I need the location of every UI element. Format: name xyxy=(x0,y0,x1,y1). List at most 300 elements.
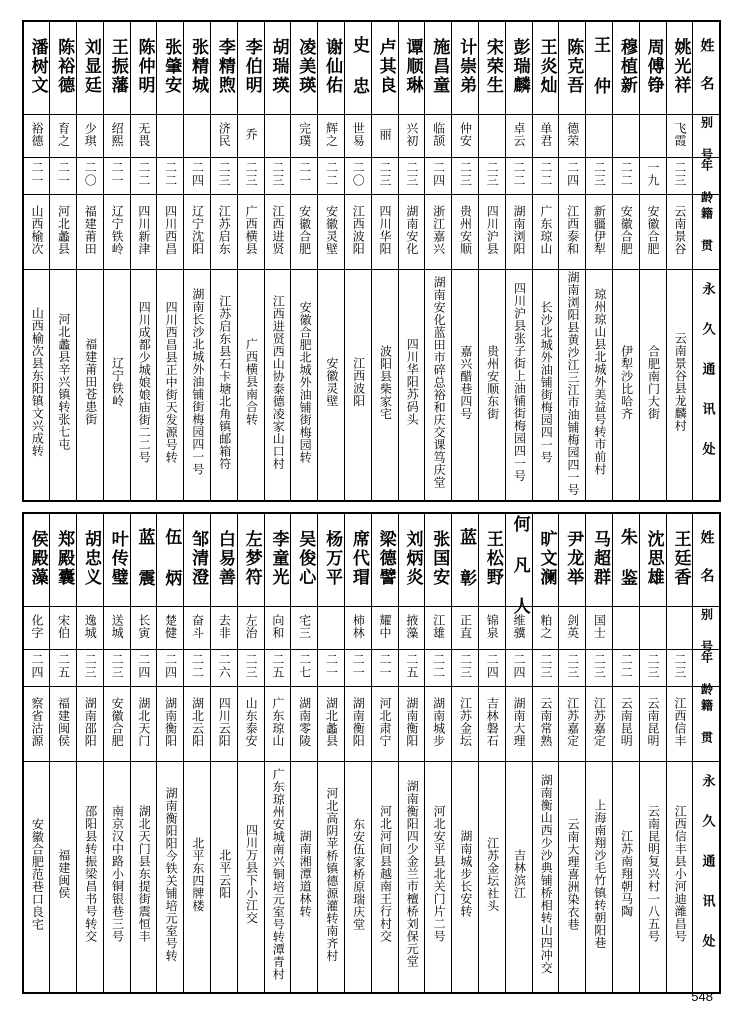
name-cell xyxy=(157,513,184,607)
age-cell xyxy=(613,158,640,195)
name-row xyxy=(23,513,720,607)
address-text: 湖南衡阳阳今铁关铺培元室号转 xyxy=(164,786,179,962)
origin-cell xyxy=(157,687,184,762)
age-cell xyxy=(371,158,398,195)
name-text: 卢其良 xyxy=(375,37,396,95)
name-text: 凌美瑛 xyxy=(295,37,316,95)
alias-cell xyxy=(318,607,345,650)
name-cell xyxy=(50,513,77,607)
name-cell xyxy=(586,513,613,607)
address-cell xyxy=(345,270,372,502)
age-cell xyxy=(505,650,532,687)
origin-text: 云南景谷 xyxy=(672,205,687,255)
alias-cell xyxy=(371,115,398,158)
age-text: 二三 xyxy=(378,161,393,187)
alias-text: 正直 xyxy=(458,613,473,639)
origin-text: 云南常熟 xyxy=(538,697,553,747)
origin-cell xyxy=(345,687,372,762)
address-text: 邵阳县转振梁昌书号转交 xyxy=(83,805,98,943)
age-cell xyxy=(586,650,613,687)
age-cell xyxy=(559,650,586,687)
address-cell xyxy=(452,270,479,502)
alias-cell xyxy=(559,115,586,158)
address-text: 东安伍家桥原瑞庆堂 xyxy=(351,817,366,931)
age-text: 二四 xyxy=(512,653,527,679)
name-cell xyxy=(559,513,586,607)
age-cell xyxy=(77,650,104,687)
age-text: 二六 xyxy=(217,653,232,679)
age-cell xyxy=(586,158,613,195)
address-text: 湖南浏阳县黄沙江三江市油铺梅园四一号 xyxy=(566,271,581,496)
alias-text: 单君 xyxy=(538,121,553,147)
name-cell xyxy=(291,21,318,115)
alias-text: 卓云 xyxy=(512,121,527,147)
origin-cell xyxy=(639,195,666,270)
name-text: 彭瑞麟 xyxy=(509,37,530,95)
age-cell xyxy=(532,650,559,687)
age-text: 二三 xyxy=(83,653,98,679)
alias-cell xyxy=(613,607,640,650)
age-text: 二三 xyxy=(217,161,232,187)
name-cell xyxy=(371,21,398,115)
address-cell xyxy=(184,270,211,502)
name-cell xyxy=(291,513,318,607)
address-cell xyxy=(371,762,398,994)
alias-cell xyxy=(425,607,452,650)
address-cell xyxy=(211,270,238,502)
alias-cell xyxy=(237,607,264,650)
age-cell xyxy=(479,158,506,195)
origin-text: 湖南衡阳 xyxy=(351,697,366,747)
age-cell xyxy=(23,650,50,687)
origin-row xyxy=(23,195,720,270)
origin-text: 安徽合肥 xyxy=(110,697,125,747)
age-cell xyxy=(130,650,157,687)
name-text: 周傅铮 xyxy=(643,37,664,95)
alias-cell xyxy=(586,607,613,650)
address-cell xyxy=(371,270,398,502)
origin-text: 安徽合肥 xyxy=(619,205,634,255)
origin-text: 四川新津 xyxy=(136,205,151,255)
name-cell xyxy=(398,21,425,115)
name-cell xyxy=(452,21,479,115)
column-header-name-text: 姓 名 xyxy=(698,530,715,586)
alias-text: 仲安 xyxy=(458,121,473,147)
address-text: 云南景谷县龙麟村 xyxy=(673,332,688,432)
address-text: 贵州安顺东街 xyxy=(485,344,500,420)
origin-text: 安徽合肥 xyxy=(646,205,661,255)
address-cell xyxy=(103,762,130,994)
roster-table-top-body xyxy=(23,21,720,501)
alias-text: 国士 xyxy=(592,613,607,639)
age-text: 二五 xyxy=(404,653,419,679)
alias-cell xyxy=(452,115,479,158)
address-text: 江西进贤西山协泰德凌家山口村 xyxy=(271,294,286,470)
address-text: 山西榆次县东阳镇文兴成转 xyxy=(30,307,45,457)
alias-text: 粕之 xyxy=(538,613,553,639)
alias-cell xyxy=(291,115,318,158)
name-cell xyxy=(425,21,452,115)
alias-text: 奋斗 xyxy=(190,613,205,639)
age-text: 二四 xyxy=(163,653,178,679)
address-text: 上海南翔沙毛竹镇转朝阳巷 xyxy=(592,799,607,949)
alias-text: 送城 xyxy=(110,613,125,639)
name-text: 蓝 震 xyxy=(134,528,155,588)
name-cell xyxy=(505,513,532,616)
age-cell xyxy=(50,158,77,195)
name-cell xyxy=(23,513,50,607)
age-cell xyxy=(130,158,157,195)
name-cell xyxy=(211,21,238,115)
origin-text: 湖南衡阳 xyxy=(163,697,178,747)
age-cell xyxy=(264,158,291,195)
origin-text: 四川云阳 xyxy=(217,697,232,747)
address-text: 湖南衡山西少沙典铺桥相转山四冲交 xyxy=(539,774,554,974)
name-row xyxy=(23,21,720,115)
origin-text: 浙江嘉兴 xyxy=(431,205,446,255)
name-text: 李伯明 xyxy=(241,37,262,95)
name-cell xyxy=(532,513,559,607)
address-text: 湖南长沙北城外油铺街梅园四一号 xyxy=(190,288,205,476)
name-text: 伍 炳 xyxy=(161,528,182,588)
name-cell xyxy=(613,21,640,115)
origin-cell xyxy=(318,687,345,762)
age-cell xyxy=(50,650,77,687)
address-cell xyxy=(157,762,184,994)
name-cell xyxy=(157,21,184,115)
address-cell xyxy=(157,270,184,502)
name-cell xyxy=(318,21,345,115)
alias-row xyxy=(23,115,720,158)
name-text: 李精煦 xyxy=(214,37,235,95)
address-cell xyxy=(505,762,532,994)
roster-table-bottom xyxy=(22,512,721,994)
address-text: 安徽灵壁 xyxy=(324,357,339,407)
name-text: 蓝 彰 xyxy=(456,528,477,588)
address-cell xyxy=(237,270,264,502)
address-text: 湖南衡阳四少金兰市檀桥刘保元堂 xyxy=(405,780,420,968)
name-text: 席代瑁 xyxy=(348,529,369,587)
origin-cell xyxy=(237,195,264,270)
name-cell xyxy=(371,513,398,607)
name-text: 王廷香 xyxy=(670,529,691,587)
address-text: 伊犁沙比哈齐 xyxy=(619,344,634,420)
origin-cell xyxy=(130,195,157,270)
alias-cell xyxy=(237,115,264,158)
origin-text: 江苏嘉定 xyxy=(592,697,607,747)
alias-text: 辉之 xyxy=(324,121,339,147)
origin-cell xyxy=(103,687,130,762)
name-cell xyxy=(639,513,666,607)
alias-cell xyxy=(23,607,50,650)
address-row xyxy=(23,762,720,994)
origin-cell xyxy=(264,195,291,270)
origin-cell xyxy=(157,195,184,270)
address-cell xyxy=(291,270,318,502)
origin-cell xyxy=(666,195,693,270)
age-cell xyxy=(157,158,184,195)
origin-cell xyxy=(398,687,425,762)
name-cell xyxy=(184,21,211,115)
alias-cell xyxy=(130,607,157,650)
alias-cell xyxy=(532,607,559,650)
address-cell xyxy=(398,270,425,502)
address-cell xyxy=(479,762,506,994)
address-text: 福建闽侯 xyxy=(56,849,71,899)
origin-text: 四川华阳 xyxy=(378,205,393,255)
origin-cell xyxy=(559,195,586,270)
origin-text: 湖南邵阳 xyxy=(83,697,98,747)
address-cell xyxy=(479,270,506,502)
origin-text: 辽宁铁岭 xyxy=(110,205,125,255)
origin-cell xyxy=(184,195,211,270)
origin-text: 福建莆田 xyxy=(83,205,98,255)
alias-cell xyxy=(50,607,77,650)
age-cell xyxy=(398,158,425,195)
origin-cell xyxy=(639,687,666,762)
address-text: 四川西昌县正中街天发源号转 xyxy=(164,300,179,464)
address-text: 合肥南门大街 xyxy=(646,344,661,420)
alias-cell xyxy=(479,115,506,158)
column-header-origin xyxy=(693,195,720,270)
name-text: 邹清澄 xyxy=(188,529,209,587)
column-header-alias-text: 别 号 xyxy=(699,608,714,655)
address-text: 湖北天门县东提街震恒丰 xyxy=(137,805,152,943)
name-text: 计崇弟 xyxy=(456,37,477,95)
column-header-age-text: 年 龄 xyxy=(699,651,714,698)
name-text: 谭顺琳 xyxy=(402,37,423,95)
alias-cell xyxy=(184,607,211,650)
name-cell xyxy=(345,513,372,607)
column-header-origin-text: 籍 贯 xyxy=(699,698,714,746)
origin-cell xyxy=(479,687,506,762)
address-text: 江西波阳 xyxy=(351,357,366,407)
alias-cell xyxy=(23,115,50,158)
alias-cell xyxy=(666,607,693,650)
column-header-age xyxy=(693,650,720,698)
age-text: 二三 xyxy=(244,161,259,187)
origin-cell xyxy=(237,687,264,762)
column-header-address xyxy=(693,762,720,994)
age-cell xyxy=(345,650,372,687)
age-text: 二一 xyxy=(378,653,393,679)
age-cell xyxy=(452,158,479,195)
origin-cell xyxy=(613,195,640,270)
alias-text: 向和 xyxy=(270,613,285,639)
name-cell xyxy=(666,513,693,607)
address-text: 湖南城步长安转 xyxy=(458,830,473,918)
age-text: 二二 xyxy=(619,653,634,679)
name-cell xyxy=(211,513,238,607)
name-cell xyxy=(77,513,104,607)
age-cell xyxy=(318,158,345,195)
name-cell xyxy=(318,513,345,607)
address-row xyxy=(23,270,720,502)
age-text: 二三 xyxy=(404,161,419,187)
age-cell xyxy=(211,650,238,687)
origin-cell xyxy=(23,687,50,762)
name-cell xyxy=(586,21,613,115)
alias-cell xyxy=(613,115,640,158)
age-cell xyxy=(157,650,184,687)
address-cell xyxy=(452,762,479,994)
name-cell xyxy=(237,513,264,607)
address-text: 四川成都少城娘娘庙街二二号 xyxy=(137,300,152,464)
address-text: 河北高阴苹桥镇德源灌转南齐村 xyxy=(324,786,339,962)
origin-cell xyxy=(371,195,398,270)
name-text: 刘显廷 xyxy=(80,37,101,95)
origin-text: 湖南零陵 xyxy=(297,697,312,747)
age-cell xyxy=(103,650,130,687)
name-cell xyxy=(532,21,559,115)
name-text: 马超群 xyxy=(590,529,611,587)
address-cell xyxy=(77,270,104,502)
alias-text: 剑英 xyxy=(565,613,580,639)
origin-cell xyxy=(425,195,452,270)
origin-text: 安徽合肥 xyxy=(297,205,312,255)
name-text: 何 凡 人 xyxy=(509,515,530,616)
alias-cell xyxy=(318,115,345,158)
alias-text: 世易 xyxy=(351,121,366,147)
name-text: 尹龙举 xyxy=(563,529,584,587)
alias-cell xyxy=(559,607,586,650)
origin-cell xyxy=(666,687,693,762)
address-text: 广东琼州安城南兴铜培元室号转潭青村 xyxy=(271,767,286,981)
origin-text: 湖南城步 xyxy=(431,697,446,747)
address-text: 辽宁铁岭 xyxy=(110,357,125,407)
origin-text: 广东琼山 xyxy=(538,205,553,255)
alias-text: 江雄 xyxy=(431,613,446,639)
origin-cell xyxy=(50,687,77,762)
origin-cell xyxy=(345,195,372,270)
age-text: 二二 xyxy=(431,653,446,679)
name-cell xyxy=(103,513,130,607)
origin-text: 察省沽源 xyxy=(29,697,44,747)
address-cell xyxy=(559,270,586,502)
origin-cell xyxy=(505,195,532,270)
age-text: 二一 xyxy=(351,653,366,679)
origin-text: 广西横县 xyxy=(244,205,259,255)
address-text: 广西横县南合转 xyxy=(244,338,259,426)
name-cell xyxy=(130,21,157,115)
age-cell xyxy=(425,158,452,195)
address-cell xyxy=(613,762,640,994)
origin-text: 河北蠡县 xyxy=(56,205,71,255)
age-text: 二〇 xyxy=(83,161,98,187)
origin-text: 安徽灵壁 xyxy=(324,205,339,255)
address-cell xyxy=(264,270,291,502)
name-cell xyxy=(184,513,211,607)
alias-cell xyxy=(103,115,130,158)
address-cell xyxy=(23,270,50,502)
age-cell xyxy=(398,650,425,687)
column-header-name xyxy=(693,513,720,607)
alias-text: 逸城 xyxy=(83,613,98,639)
name-text: 宋荣生 xyxy=(482,37,503,95)
column-header-address-text: 永 久 通 讯 处 xyxy=(699,773,715,953)
column-header-address xyxy=(693,270,720,502)
alias-text: 宅三 xyxy=(297,613,312,639)
origin-text: 湖南衡阳 xyxy=(404,697,419,747)
age-cell xyxy=(211,158,238,195)
name-cell xyxy=(398,513,425,607)
origin-cell xyxy=(291,687,318,762)
address-text: 河北安平县北关门片二号 xyxy=(432,805,447,943)
age-cell xyxy=(291,158,318,195)
origin-cell xyxy=(103,195,130,270)
age-cell xyxy=(639,158,666,195)
name-cell xyxy=(264,513,291,607)
name-text: 朱 鉴 xyxy=(616,528,637,588)
address-cell xyxy=(345,762,372,994)
age-cell xyxy=(532,158,559,195)
address-text: 波阳县柴家宅 xyxy=(378,344,393,420)
origin-cell xyxy=(505,687,532,762)
name-cell xyxy=(479,21,506,115)
name-text: 王炎灿 xyxy=(536,37,557,95)
name-text: 施昌童 xyxy=(429,37,450,95)
address-cell xyxy=(130,270,157,502)
name-text: 潘树文 xyxy=(27,37,48,95)
alias-text: 裕德 xyxy=(29,121,44,147)
age-cell xyxy=(639,650,666,687)
column-header-origin-text: 籍 贯 xyxy=(699,206,714,254)
alias-text: 化字 xyxy=(29,613,44,639)
origin-cell xyxy=(371,687,398,762)
age-text: 二二 xyxy=(324,161,339,187)
name-text: 郑殿囊 xyxy=(54,529,75,587)
alias-cell xyxy=(211,607,238,650)
age-text: 二三 xyxy=(458,161,473,187)
address-text: 长沙北城外油铺街梅园四一号 xyxy=(539,300,554,464)
origin-text: 湖北天门 xyxy=(136,697,151,747)
age-text: 二三 xyxy=(485,161,500,187)
age-text: 二二 xyxy=(190,653,205,679)
address-text: 南京汉中路小铜银巷三号 xyxy=(110,805,125,943)
address-cell xyxy=(505,270,532,502)
address-cell xyxy=(666,762,693,994)
alias-text: 掖藻 xyxy=(404,613,419,639)
name-text: 胡瑞瑛 xyxy=(268,37,289,95)
name-cell xyxy=(23,21,50,115)
address-cell xyxy=(425,762,452,994)
alias-text: 完璞 xyxy=(297,121,312,147)
address-cell xyxy=(130,762,157,994)
age-text: 二二 xyxy=(512,161,527,187)
name-cell xyxy=(559,21,586,115)
origin-text: 河北肃宁 xyxy=(378,697,393,747)
address-cell xyxy=(639,762,666,994)
alias-cell xyxy=(77,115,104,158)
age-text: 二一 xyxy=(29,161,44,187)
alias-cell xyxy=(50,115,77,158)
address-cell xyxy=(264,762,291,994)
name-cell xyxy=(237,21,264,115)
alias-cell xyxy=(345,607,372,650)
origin-cell xyxy=(452,687,479,762)
name-cell xyxy=(452,513,479,607)
alias-text: 柿林 xyxy=(351,613,366,639)
origin-text: 湖南浏阳 xyxy=(512,205,527,255)
origin-text: 四川沪县 xyxy=(485,205,500,255)
alias-cell xyxy=(666,115,693,158)
origin-text: 广东琼山 xyxy=(270,697,285,747)
origin-cell xyxy=(23,195,50,270)
address-cell xyxy=(559,762,586,994)
name-text: 梁德譬 xyxy=(375,529,396,587)
name-text: 谢仙佑 xyxy=(322,37,343,95)
age-cell xyxy=(559,158,586,195)
